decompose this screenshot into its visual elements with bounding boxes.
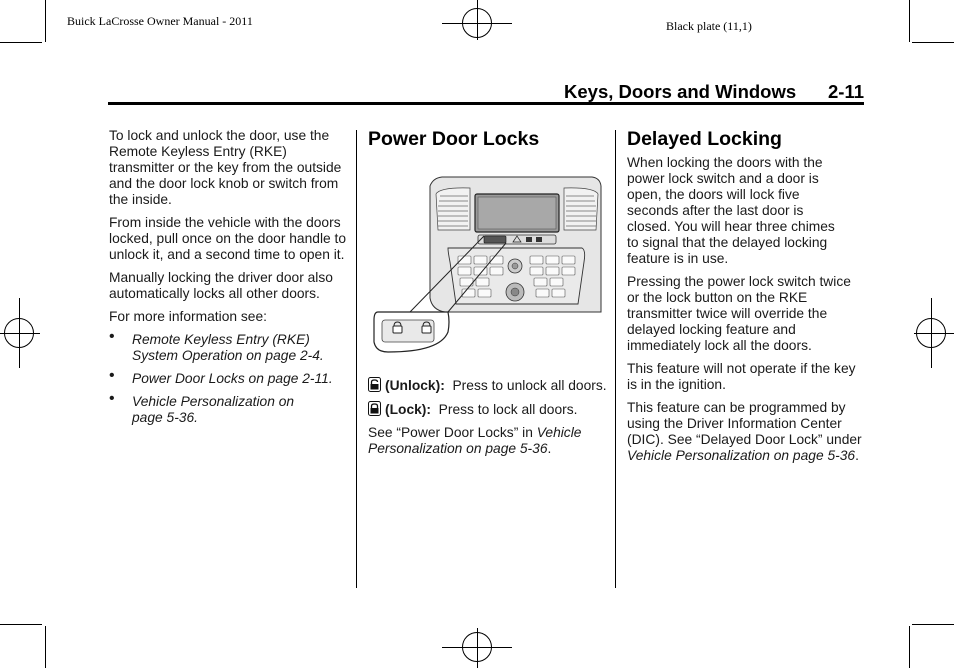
lock-icon: [368, 401, 381, 416]
paragraph: Pressing the power lock switch twice or the lock button on the RKE transmitter twice will override the delayed locking feature and immediately lock all the doors.: [627, 274, 851, 353]
crop-mark: [909, 0, 910, 42]
column-divider: [615, 130, 616, 588]
column-3: [627, 128, 863, 471]
lock-label: (Lock):: [385, 402, 431, 417]
list-item: • Vehicle Personalization on page 5-36.: [109, 390, 295, 425]
manual-title-slug: Buick LaCrosse Owner Manual - 2011: [67, 14, 253, 28]
see-prefix: See “Power Door Locks” in: [368, 425, 537, 440]
paragraph: Manually locking the driver door also automatically locks all other doors.: [109, 270, 333, 301]
crop-mark: [909, 626, 910, 668]
dashboard-illustration: [370, 172, 606, 358]
cross-reference-link[interactable]: Vehicle Personalization on page 5-36: [627, 448, 856, 463]
list-item: • Power Door Locks on page 2-11.: [109, 367, 333, 386]
section-title: Keys, Doors and Windows: [564, 81, 797, 102]
unlock-icon: [368, 377, 381, 392]
crop-mark: [0, 42, 42, 43]
unlock-label: (Unlock):: [385, 378, 445, 393]
lock-description: [368, 401, 608, 418]
cross-reference-link[interactable]: Power Door Locks on page 2-11.: [132, 371, 333, 386]
unlock-text: Press to unlock all doors.: [452, 378, 607, 393]
section-heading: Power Door Locks: [368, 128, 540, 150]
paragraph: From inside the vehicle with the doors locked, pull once on the door handle to unlock it, and a second time to open it.: [109, 215, 347, 262]
page-number: 2-11: [828, 81, 865, 102]
unlock-description: [368, 377, 608, 394]
crop-mark: [45, 0, 46, 42]
crop-mark: [0, 624, 42, 625]
list-item: • Remote Keyless Entry (RKE) System Operation on page 2-4.: [109, 328, 324, 363]
paragraph: For more information see:: [109, 309, 267, 324]
plate-slug: Black plate (11,1): [666, 19, 752, 33]
crop-mark: [912, 42, 954, 43]
column-divider: [356, 130, 357, 588]
column-2-text: [368, 377, 608, 464]
paragraph: This feature will not operate if the key is in the ignition.: [627, 361, 856, 392]
paragraph: To lock and unlock the door, use the Remote Keyless Entry (RKE) transmitter or the key from the outside and the door lock knob or switch from the inside.: [109, 128, 342, 207]
cross-reference-link[interactable]: Vehicle Personalization on page 5-36: [368, 425, 582, 456]
paragraph: When locking the doors with the power lock switch and a door is open, the doors will lock five seconds after the last door is closed. You will hear three chimes to signal that the delayed locking feature is in use.: [627, 155, 835, 266]
column-1: [109, 128, 349, 433]
see-suffix: .: [547, 441, 552, 456]
crop-mark: [45, 626, 46, 668]
paragraph: [627, 400, 863, 464]
paragraph-text: This feature can be programmed by using the Driver Information Center (DIC). See “Delayed Door Lock” under: [627, 400, 862, 447]
header-rule: [108, 102, 864, 105]
paragraph-suffix: .: [855, 448, 859, 463]
see-reference: [368, 425, 608, 457]
cross-reference-link[interactable]: Vehicle Personalization on page 5-36.: [132, 394, 295, 425]
crop-mark: [912, 624, 954, 625]
cross-reference-link[interactable]: Remote Keyless Entry (RKE) System Operation on page 2-4.: [132, 332, 324, 363]
column-2: [368, 128, 608, 150]
section-heading: Delayed Locking: [627, 128, 782, 150]
lock-text: Press to lock all doors.: [438, 402, 578, 417]
